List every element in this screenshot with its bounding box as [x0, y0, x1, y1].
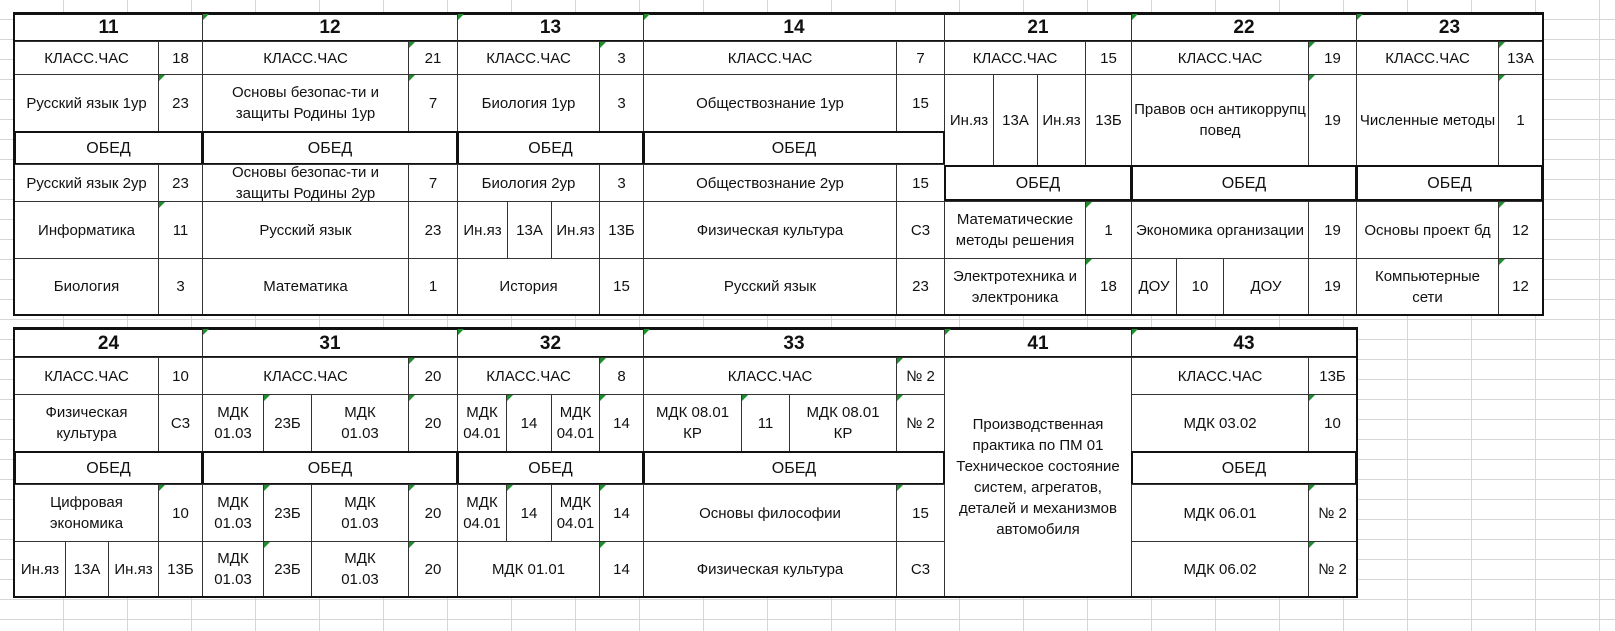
room-number: 19 [1308, 74, 1357, 166]
lesson-cell: Физическая культура [14, 394, 159, 452]
lesson-cell: МДК 04.01 [551, 394, 600, 452]
room-number: 1 [1498, 74, 1543, 166]
practice-cell: Производственная практика по ПМ 01 Техническое состояние систем, агрегатов, деталей и механизмов автомобиля [944, 357, 1132, 597]
room-number: № 2 [896, 394, 945, 452]
room-number: 10 [158, 484, 203, 542]
lesson-cell: МДК 04.01 [551, 484, 600, 542]
lunch-cell: ОБЕД [457, 451, 644, 485]
room-number: 19 [1308, 258, 1357, 315]
room-number: 10 [1308, 394, 1357, 452]
room-number: № 2 [896, 357, 945, 395]
comment-marker [409, 542, 415, 548]
comment-marker [1357, 14, 1363, 20]
lunch-cell: ОБЕД [944, 165, 1132, 201]
lunch-cell: ОБЕД [14, 131, 203, 165]
room-number: 13А [65, 541, 109, 597]
class-hour-label: КЛАСС.ЧАС [1131, 41, 1309, 75]
lesson-cell: Основы проект бд [1356, 201, 1499, 259]
room-number: 13А [1498, 41, 1543, 75]
group-header-31: 31 [202, 328, 458, 358]
comment-marker [897, 358, 903, 364]
lesson-cell: МДК 08.01 КР [789, 394, 897, 452]
lesson-cell: Обществознание 2ур [643, 164, 897, 202]
group-header-41: 41 [944, 328, 1132, 358]
class-hour-label: КЛАСС.ЧАС [202, 41, 409, 75]
lesson-cell: МДК 01.03 [311, 484, 409, 542]
group-header-33: 33 [643, 328, 945, 358]
comment-marker [409, 358, 415, 364]
comment-marker [644, 14, 650, 20]
lesson-cell: Математика [202, 258, 409, 315]
comment-marker [1086, 259, 1092, 265]
class-hour-label: КЛАСС.ЧАС [457, 41, 600, 75]
lesson-cell: МДК 08.01 КР [643, 394, 742, 452]
lesson-cell: Компьютерные сети [1356, 258, 1499, 315]
room-number: 15 [896, 74, 945, 132]
room-number: 15 [896, 164, 945, 202]
room-number: 8 [599, 357, 644, 395]
room-number: 1 [408, 258, 458, 315]
comment-marker [458, 329, 464, 335]
comment-marker [264, 395, 270, 401]
room-number: 10 [158, 357, 203, 395]
class-hour-label: КЛАСС.ЧАС [944, 41, 1086, 75]
room-number: 23 [158, 74, 203, 132]
lunch-cell: ОБЕД [457, 131, 644, 165]
room-number: 15 [1085, 41, 1132, 75]
comment-marker [897, 485, 903, 491]
room-number: 23Б [263, 484, 312, 542]
lesson-cell: МДК 06.02 [1131, 541, 1309, 597]
lesson-cell: Ин.яз [108, 541, 159, 597]
lesson-cell: Физическая культура [643, 541, 897, 597]
lesson-cell: Биология 1ур [457, 74, 600, 132]
comment-marker [264, 542, 270, 548]
comment-marker [1309, 42, 1315, 48]
lunch-cell: ОБЕД [202, 451, 458, 485]
lesson-cell: Численные методы [1356, 74, 1499, 166]
lunch-cell: ОБЕД [1356, 165, 1543, 201]
class-hour-label: КЛАСС.ЧАС [202, 357, 409, 395]
comment-marker [507, 485, 513, 491]
class-hour-label: КЛАСС.ЧАС [643, 41, 897, 75]
class-hour-label: КЛАСС.ЧАС [643, 357, 897, 395]
room-number: 15 [896, 484, 945, 542]
class-hour-label: КЛАСС.ЧАС [1131, 357, 1309, 395]
room-number: 14 [506, 484, 552, 542]
lesson-cell: Цифровая экономика [14, 484, 159, 542]
lesson-cell: ДОУ [1131, 258, 1177, 315]
lesson-cell: Экономика организации [1131, 201, 1309, 259]
comment-marker [1309, 542, 1315, 548]
room-number: 7 [896, 41, 945, 75]
lesson-cell: Основы безопас-ти и защиты Родины 2ур [202, 164, 409, 202]
room-number: 11 [741, 394, 790, 452]
room-number: 3 [599, 164, 644, 202]
room-number: 18 [1085, 258, 1132, 315]
comment-marker [600, 358, 606, 364]
lesson-cell: Ин.яз [944, 74, 994, 166]
comment-marker [409, 42, 415, 48]
lesson-cell: МДК 01.03 [202, 394, 264, 452]
comment-marker [1309, 485, 1315, 491]
room-number: 23 [158, 164, 203, 202]
lesson-cell: МДК 04.01 [457, 394, 507, 452]
room-number: 15 [599, 258, 644, 315]
lunch-cell: ОБЕД [1131, 451, 1357, 485]
room-number: 10 [1176, 258, 1224, 315]
room-number: 12 [1498, 201, 1543, 259]
room-number: 23 [408, 201, 458, 259]
room-number: 3 [599, 74, 644, 132]
lesson-cell: МДК 01.03 [311, 541, 409, 597]
room-number: 13Б [1085, 74, 1132, 166]
room-number: 11 [158, 201, 203, 259]
room-number: 14 [599, 394, 644, 452]
lesson-cell: МДК 06.01 [1131, 484, 1309, 542]
lunch-cell: ОБЕД [1131, 165, 1357, 201]
room-number: 23Б [263, 394, 312, 452]
comment-marker [458, 14, 464, 20]
comment-marker [1499, 75, 1505, 81]
room-number: С3 [896, 201, 945, 259]
comment-marker [1132, 329, 1138, 335]
lesson-cell: Ин.яз [551, 201, 600, 259]
group-header-13: 13 [457, 13, 644, 42]
room-number: 13А [507, 201, 552, 259]
room-number: 14 [599, 484, 644, 542]
lesson-cell: Математические методы решения [944, 201, 1086, 259]
lesson-cell: Электротехника и электроника [944, 258, 1086, 315]
comment-marker [409, 485, 415, 491]
lunch-cell: ОБЕД [643, 131, 945, 165]
comment-marker [1309, 75, 1315, 81]
room-number: № 2 [1308, 484, 1357, 542]
group-header-22: 22 [1131, 13, 1357, 42]
comment-marker [159, 75, 165, 81]
room-number: 14 [506, 394, 552, 452]
comment-marker [264, 485, 270, 491]
room-number: 1 [1085, 201, 1132, 259]
group-header-11: 11 [14, 13, 203, 42]
comment-marker [600, 542, 606, 548]
lesson-cell: МДК 01.01 [457, 541, 600, 597]
comment-marker [897, 395, 903, 401]
room-number: 19 [1308, 41, 1357, 75]
comment-marker [1499, 42, 1505, 48]
lesson-cell: Биология [14, 258, 159, 315]
room-number: 13Б [599, 201, 644, 259]
group-header-14: 14 [643, 13, 945, 42]
group-header-32: 32 [457, 328, 644, 358]
comment-marker [507, 395, 513, 401]
room-number: 12 [1498, 258, 1543, 315]
lesson-cell: МДК 04.01 [457, 484, 507, 542]
comment-marker [600, 485, 606, 491]
comment-marker [1499, 202, 1505, 208]
lunch-cell: ОБЕД [643, 451, 945, 485]
class-hour-label: КЛАСС.ЧАС [14, 41, 159, 75]
room-number: С3 [896, 541, 945, 597]
room-number: 23Б [263, 541, 312, 597]
comment-marker [945, 329, 951, 335]
room-number: 7 [408, 74, 458, 132]
lesson-cell: Ин.яз [457, 201, 508, 259]
lesson-cell: Русский язык 1ур [14, 74, 159, 132]
room-number: 23 [896, 258, 945, 315]
room-number: 19 [1308, 201, 1357, 259]
comment-marker [742, 395, 748, 401]
lesson-cell: Физическая культура [643, 201, 897, 259]
lesson-cell: МДК 01.03 [202, 484, 264, 542]
room-number: 20 [408, 484, 458, 542]
room-number: С3 [158, 394, 203, 452]
group-header-12: 12 [202, 13, 458, 42]
lesson-cell: МДК 01.03 [202, 541, 264, 597]
room-number: 13Б [1308, 357, 1357, 395]
room-number: 18 [158, 41, 203, 75]
room-number: 13А [993, 74, 1038, 166]
class-hour-label: КЛАСС.ЧАС [1356, 41, 1499, 75]
comment-marker [600, 42, 606, 48]
comment-marker [203, 14, 209, 20]
group-header-24: 24 [14, 328, 203, 358]
comment-marker [159, 202, 165, 208]
comment-marker [1132, 14, 1138, 20]
lesson-cell: МДК 01.03 [311, 394, 409, 452]
lesson-cell: МДК 03.02 [1131, 394, 1309, 452]
room-number: 20 [408, 357, 458, 395]
comment-marker [159, 485, 165, 491]
room-number: 20 [408, 541, 458, 597]
lesson-cell: Информатика [14, 201, 159, 259]
lesson-cell: Русский язык 2ур [14, 164, 159, 202]
comment-marker [1086, 202, 1092, 208]
comment-marker [1309, 395, 1315, 401]
room-number: 14 [599, 541, 644, 597]
lesson-cell: ДОУ [1223, 258, 1309, 315]
lesson-cell: Биология 2ур [457, 164, 600, 202]
group-header-43: 43 [1131, 328, 1357, 358]
lunch-cell: ОБЕД [202, 131, 458, 165]
lesson-cell: История [457, 258, 600, 315]
lesson-cell: Правов осн антикоррупц повед [1131, 74, 1309, 166]
room-number: 13Б [158, 541, 203, 597]
comment-marker [600, 395, 606, 401]
lesson-cell: Основы философии [643, 484, 897, 542]
lesson-cell: Обществознание 1ур [643, 74, 897, 132]
room-number: № 2 [1308, 541, 1357, 597]
room-number: 3 [599, 41, 644, 75]
lunch-cell: ОБЕД [14, 451, 203, 485]
group-header-23: 23 [1356, 13, 1543, 42]
room-number: 20 [408, 394, 458, 452]
comment-marker [644, 329, 650, 335]
comment-marker [409, 75, 415, 81]
lesson-cell: Ин.яз [1037, 74, 1086, 166]
group-header-21: 21 [944, 13, 1132, 42]
comment-marker [409, 395, 415, 401]
room-number: 7 [408, 164, 458, 202]
lesson-cell: Русский язык [202, 201, 409, 259]
room-number: 21 [408, 41, 458, 75]
class-hour-label: КЛАСС.ЧАС [14, 357, 159, 395]
lesson-cell: Ин.яз [14, 541, 66, 597]
lesson-cell: Основы безопас-ти и защиты Родины 1ур [202, 74, 409, 132]
class-hour-label: КЛАСС.ЧАС [457, 357, 600, 395]
comment-marker [1499, 259, 1505, 265]
room-number: 3 [158, 258, 203, 315]
lesson-cell: Русский язык [643, 258, 897, 315]
comment-marker [203, 329, 209, 335]
